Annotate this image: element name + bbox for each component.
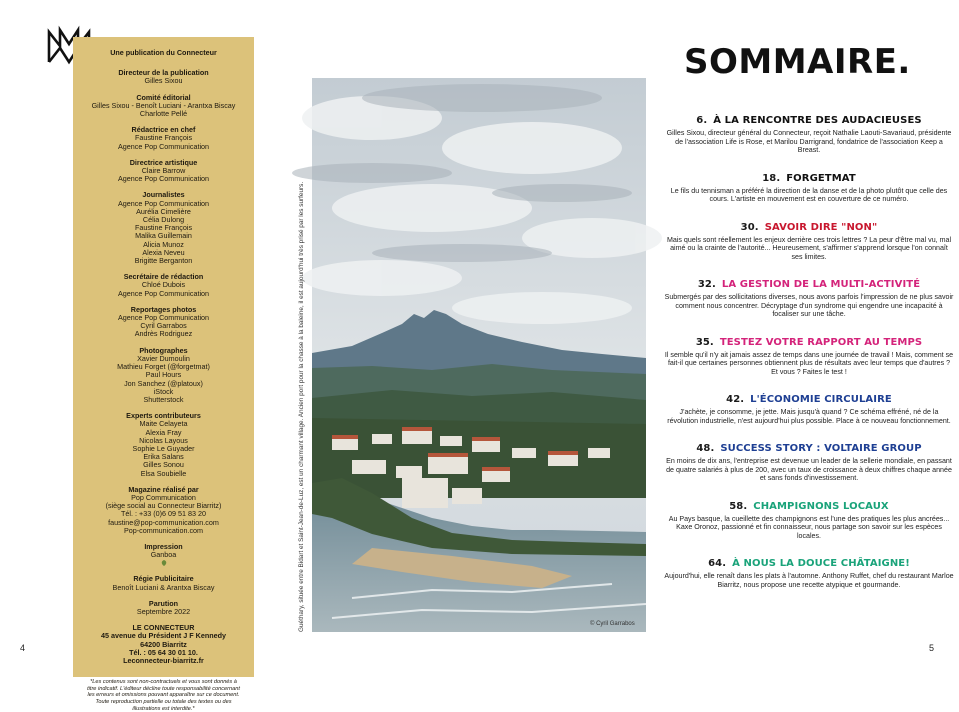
masthead-block-line: Alexia Fray xyxy=(145,427,182,437)
toc-entry-heading xyxy=(664,557,954,570)
toc-entry-page: 64. xyxy=(708,558,727,569)
toc-entry-title: SUCCESS STORY : VOLTAIRE GROUP xyxy=(720,443,922,454)
masthead-block-line: Alicia Munoz xyxy=(143,239,184,249)
toc-entry xyxy=(664,221,954,262)
masthead-block-line: Claire Barrow xyxy=(141,166,186,176)
toc-entry xyxy=(664,278,954,319)
page-number-right: 5 xyxy=(929,643,935,653)
masthead-disclaimer: *Les contenus sont non-contractuels et vous sont donnés à titre indicatif. L'éditeur décline toute responsabilité concernant les erreurs et omissions pouvant apparaître sur ce document. Toute reproduction partielle ou totale des textes ou des illustrations est interdite.* xyxy=(87,679,240,712)
masthead-block xyxy=(79,486,248,535)
masthead-block-line: Agence Pop Communication xyxy=(117,288,210,298)
masthead-address-line: Leconnecteur-biarritz.fr xyxy=(123,655,204,665)
masthead-block-title: Rédactrice en chef xyxy=(131,125,196,135)
toc-entry-heading xyxy=(664,221,954,234)
masthead-block-line: Faustine François xyxy=(134,133,193,143)
toc-entry-description: Le fils du tennisman a préféré la direction de la danse et de la photo plutôt que celle des cours. L'artiste en mouvement est en couverture de ce numéro. xyxy=(670,186,948,203)
toc-entry xyxy=(664,557,954,589)
photo-credit: © Cyril Garrabos xyxy=(590,621,635,627)
toc-entry-page: 30. xyxy=(740,221,759,233)
masthead-block-line: Pop Communication xyxy=(131,492,196,502)
masthead-block-line: Andrès Rodriguez xyxy=(134,329,193,339)
masthead-block-line: Aurélia Cimelière xyxy=(136,206,191,216)
toc-entry-title: TESTEZ VOTRE RAPPORT AU TEMPS xyxy=(719,336,923,348)
toc-entry-title: L'ÉCONOMIE CIRCULAIRE xyxy=(750,394,892,405)
toc-entry xyxy=(664,172,954,204)
toc-entry-heading xyxy=(664,172,954,185)
masthead-block-title: Comité éditorial xyxy=(136,92,191,102)
toc-entry-page: 48. xyxy=(696,443,715,454)
masthead-block xyxy=(79,273,248,298)
masthead-block-title: Photographes xyxy=(139,345,188,355)
toc-entry-title: CHAMPIGNONS LOCAUX xyxy=(753,500,889,512)
photo-caption: Guéthary, située entre Bidart et Saint-Jean-de-Luz, est un charmant village. Ancien port pour la chasse à la baleine, il est aujourd'hui très prisé par les surfeurs. xyxy=(298,181,305,632)
toc-entry-page: 35. xyxy=(695,336,714,348)
masthead-block-title: Journalistes xyxy=(142,190,185,200)
coastal-landscape-image xyxy=(312,78,646,632)
masthead-block-title: Magazine réalisé par xyxy=(128,484,199,494)
masthead-block-line: faustine@pop-communication.com xyxy=(108,517,219,527)
masthead-block xyxy=(79,412,248,478)
toc-entry-page: 42. xyxy=(726,394,745,405)
toc-entry xyxy=(664,393,954,425)
masthead-block xyxy=(79,94,248,119)
toc-entry-page: 32. xyxy=(697,279,716,290)
masthead-block xyxy=(79,159,248,184)
toc-entry-page: 58. xyxy=(729,500,748,512)
masthead-column xyxy=(73,37,254,712)
toc-entry xyxy=(664,114,954,155)
masthead-block-line: (siège social au Connecteur Biarritz) xyxy=(105,501,222,511)
toc-entry-description: Gilles Sixou, directeur général du Connecteur, reçoit Nathalie Laouti-Savariaud, présidente de l'association Life is Rose, et Marilou Darrigrand, fondatrice de l'association Keep a Breast. xyxy=(666,129,952,154)
toc-entry-description: En moins de dix ans, l'entreprise est devenue un leader de la sellerie mondiale, en passant de quatre salariés à plus de 200, avec un taux de croissance à deux chiffres chaque année et sans fonds d'investissement. xyxy=(666,457,952,482)
page-number-left: 4 xyxy=(20,643,26,653)
toc-entry-title: À LA RENCONTRE DES AUDACIEUSES xyxy=(713,115,922,126)
table-of-contents xyxy=(664,114,954,589)
masthead-block xyxy=(79,191,248,265)
masthead-block-line: Agence Pop Communication xyxy=(117,313,210,323)
masthead-block-title: Parution xyxy=(148,598,179,608)
masthead-block xyxy=(79,306,248,339)
toc-entry-heading xyxy=(664,336,954,349)
landscape-photo xyxy=(312,78,646,632)
masthead-block-title: Secrétaire de rédaction xyxy=(123,272,204,282)
masthead-block-line: Gilles Sonou xyxy=(143,460,184,470)
toc-entry xyxy=(664,336,954,377)
masthead-block-line: Jon Sanchez (@platoux) xyxy=(124,378,203,388)
toc-entry-title: LA GESTION DE LA MULTI-ACTIVITÉ xyxy=(721,279,921,290)
masthead-address-line: 64200 Biarritz xyxy=(140,639,187,649)
masthead-block-line: Charlotte Pellé xyxy=(139,109,188,119)
masthead-block-title: Régie Publicitaire xyxy=(133,574,194,584)
masthead-block-line: Pop-communication.com xyxy=(123,525,204,535)
toc-entry-heading xyxy=(664,278,954,291)
toc-entry-description: Il semble qu'il n'y ait jamais assez de temps dans une journée de travail ! Mais, comment se fait-il que certaines personnes obtiennent plus de résultats avec leur temps que d'autres ? Et vous ? Faites le test ! xyxy=(664,350,954,376)
toc-entry xyxy=(664,500,954,541)
toc-entry-description: J'achète, je consomme, je jette. Mais jusqu'à quand ? Ce schéma effréné, né de la révolution industrielle, n'est aujourd'hui plus possible. Place à ce nouveau fonctionnement. xyxy=(667,408,951,425)
toc-entry-description: Aujourd'hui, elle renaît dans les plats à l'automne. Anthony Ruffet, chef du restaurant Marloe Biarritz, nous propose une recette atypique et gourmande. xyxy=(664,572,954,589)
masthead-block-line: Gilles Sixou - Benoît Luciani - Arantxa Biscay xyxy=(91,100,236,110)
masthead-block-line: Faustine François xyxy=(134,223,193,233)
masthead-block-line: Cyril Garrabos xyxy=(140,321,187,331)
masthead-block-title: Reportages photos xyxy=(130,304,197,314)
masthead-block xyxy=(79,600,248,616)
masthead-block xyxy=(79,543,248,567)
masthead-block-title: Experts contributeurs xyxy=(126,411,201,421)
masthead-block-line: Agence Pop Communication xyxy=(117,198,210,208)
masthead-block-line: Célia Dulong xyxy=(142,215,185,225)
masthead-block-line: Gilles Sixou xyxy=(144,76,183,86)
toc-entry-title: À NOUS LA DOUCE CHÂTAIGNE! xyxy=(732,558,910,569)
masthead-block-line: Benoît Luciani & Arantxa Biscay xyxy=(112,582,215,592)
toc-entry-heading xyxy=(664,442,954,455)
masthead-block-line: Septembre 2022 xyxy=(136,606,191,616)
masthead-block xyxy=(79,69,248,85)
masthead-block-line: Tél. : +33 (0)6 09 51 83 20 xyxy=(121,509,206,519)
masthead-block-title: Directeur de la publication xyxy=(118,68,209,78)
toc-entry-page: 18. xyxy=(762,172,781,184)
masthead-block-title: Impression xyxy=(144,541,183,551)
masthead-block-line: Alexia Neveu xyxy=(142,247,185,257)
masthead-block-line: Brigitte Berganton xyxy=(134,256,193,266)
masthead-block-line: iStock xyxy=(153,386,174,396)
masthead-block-line: Elsa Soubielle xyxy=(140,468,187,478)
toc-entry-heading xyxy=(664,114,954,127)
masthead-block-line: Ganboa xyxy=(150,550,177,560)
page-title: SOMMAIRE. xyxy=(684,42,911,82)
printer-leaf-icon xyxy=(160,559,168,567)
masthead-block-line: Agence Pop Communication xyxy=(117,174,210,184)
masthead-block-line: Maite Celayeta xyxy=(139,419,188,429)
toc-entry-description: Au Pays basque, la cueillette des champignons est l'une des pratiques les plus ancrées... Kaxe Oronoz, passionné et fin connaisseur, nous partage son savoir sur les espèces locales. xyxy=(668,514,950,540)
masthead-block xyxy=(79,347,248,404)
masthead-block-line: Shutterstock xyxy=(143,394,184,404)
toc-entry-heading xyxy=(664,500,954,513)
toc-entry-description: Mais quels sont réellement les enjeux derrière ces trois lettres ? La peur d'être mal vu, mal aimé ou la crainte de l'autorité... Heureusement, s'affirmer s'apprend lorsque l'on connaît ses limites. xyxy=(666,235,952,261)
masthead-block xyxy=(79,126,248,151)
masthead-credits xyxy=(79,69,248,616)
masthead-block-line: Chloé Dubois xyxy=(141,280,186,290)
masthead-address xyxy=(79,624,248,665)
masthead-block-line: Mathieu Forget (@forgetmat) xyxy=(117,362,210,372)
masthead-block-line: Xavier Dumoulin xyxy=(137,353,190,363)
masthead-block-title: Directrice artistique xyxy=(129,157,198,167)
masthead-publication: Une publication du Connecteur xyxy=(110,48,217,57)
toc-entry-title: SAVOIR DIRE "NON" xyxy=(764,221,878,233)
toc-entry-title: FORGETMAT xyxy=(786,172,856,184)
masthead-block xyxy=(79,575,248,591)
toc-entry-page: 6. xyxy=(696,115,708,126)
masthead-block-line: Erika Salans xyxy=(143,452,184,462)
masthead-block-line: Agence Pop Communication xyxy=(117,141,210,151)
masthead-block-line: Nicolas Layous xyxy=(139,435,188,445)
masthead-address-line: LE CONNECTEUR xyxy=(132,623,195,633)
masthead-block-line: Sophie Le Guyader xyxy=(132,443,195,453)
masthead-block-line: Paul Hours xyxy=(145,370,182,380)
toc-entry xyxy=(664,442,954,483)
toc-entry-description: Submergés par des sollicitations diverses, nous avons parfois l'impression de ne plus savoir comment nous concentrer. Décryptage d'un syndrome qui engendre une incapacité à focaliser sur une tâche. xyxy=(664,293,954,318)
toc-entry-heading xyxy=(664,393,954,406)
masthead-block-line: Malika Guillemain xyxy=(135,231,192,241)
masthead-address-line: Tél. : 05 64 30 01 10. xyxy=(129,647,198,657)
masthead-address-line: 45 avenue du Président J F Kennedy xyxy=(100,631,227,641)
